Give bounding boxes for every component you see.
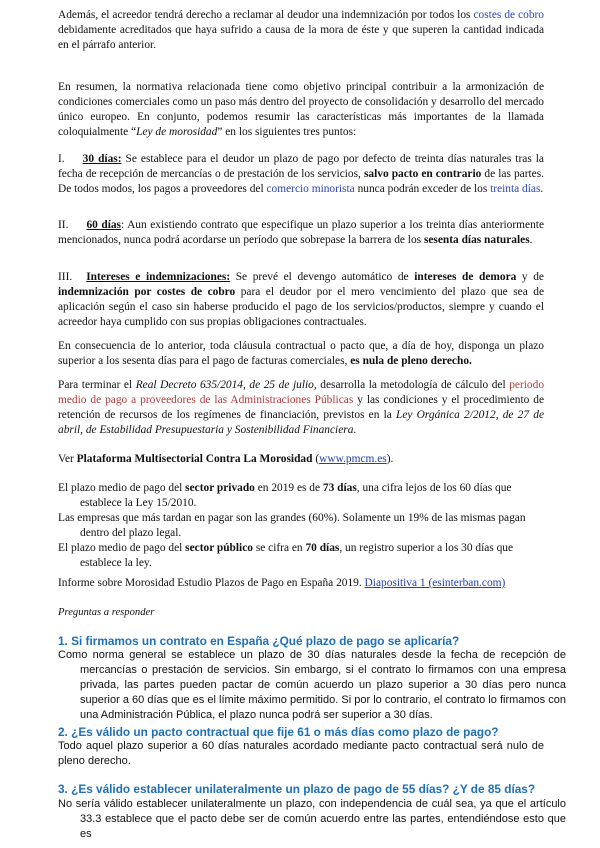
question-2-answer: Todo aquel plazo superior a 60 días naturales acordado mediante pacto contractual será nulo de pleno derecho. [58, 740, 544, 767]
link-pmcm[interactable]: www.pmcm.es [319, 453, 387, 465]
paragraph-informe: Informe sobre Morosidad Estudio Plazos de Pago en España 2019. Diapositiva 1 (esinterban.com) [58, 577, 506, 589]
question-3-answer: No sería válido establecer unilateralmente un plazo, con independencia de cuál sea, ya que el artículo 33.3 establece que el pacto debe ser de común acuerdo entre las partes, entendiéndose esto que es [58, 798, 566, 840]
link-comercio-minorista[interactable]: comercio minorista [266, 183, 355, 195]
question-2-title: 2. ¿Es válido un pacto contractual que fije 61 o más días como plazo de pago? [58, 725, 499, 739]
stat-sector-publico: El plazo medio de pago del sector público se cifra en 70 días, un registro superior a los 30 días que establece la ley. [58, 542, 514, 569]
paragraph-consecuencia: En consecuencia de lo anterior, toda cláusula contractual o pacto que, a día de hoy, disponga un plazo superior a los sesenta días para el pago de facturas comerciales, es nula de pleno derecho. [58, 340, 544, 367]
paragraph-intro: Además, el acreedor tendrá derecho a reclamar al deudor una indemnización por todos los costes de cobro debidamente acreditados que haya sufrido a causa de la mora de éste y que superen la cantidad indicada en el párrafo anterior. [58, 9, 545, 51]
stat-sector-privado: El plazo medio de pago del sector privado en 2019 es de 73 días, una cifra lejos de los 60 días que establece la Ley 15/2010. [58, 482, 512, 509]
preguntas-label: Preguntas a responder [58, 607, 155, 618]
question-1-title: 1. Si firmamos un contrato en España ¿Qué plazo de pago se aplicaría? [58, 634, 460, 648]
point-2-60-dias: II. 60 días: Aun existiendo contrato que especifique un plazo superior a los treinta días anteriormente mencionados, nunca podrá acordarse un período que sobrepase la barrera de los sesenta días naturales. [58, 219, 544, 246]
link-treinta-dias[interactable]: treinta días [490, 183, 541, 195]
question-3-title: 3. ¿Es válido establecer unilateralmente un plazo de pago de 55 días? ¿Y de 85 días? [58, 782, 536, 796]
paragraph-real-decreto: Para terminar el Real Decreto 635/2014, de 25 de julio, desarrolla la metodología de cálculo del periodo medio de pago a proveedores de las Administraciones Públicas y las condiciones y el procedimiento de retención de recursos de los regímenes de financiación, previstos en la Ley Orgánica 2/2012, de 27 de abril, de Estabilidad Presupuestaria y Sostenibilidad Financiera. [58, 379, 545, 436]
point-1-30-dias: I. 30 días: Se establece para el deudor un plazo de pago por defecto de treinta días naturales tras la fecha de recepción de mercancías o de prestación de los servicios, salvo pacto en contrario de las partes. De todos modos, los pagos a proveedores del comercio minorista nunca podrán exceder de los treinta días. [58, 153, 544, 195]
question-1-answer: Como norma general se establece un plazo de 30 días naturales desde la fecha de recepción de mercancías o prestación de servicios. Sin embargo, si el contrato lo firmamos con una empresa privada, las partes pueden pactar de común acuerdo un plazo superior a 30 días pero nunca superior a 60 días que es el límite máximo permitido. Si por lo contrario, el contrato lo firmamos con una Administración Pública, el plazo nunca podrá ser superior a 30 días. [58, 649, 566, 721]
point-3-intereses: III. Intereses e indemnizaciones: Se prevé el devengo automático de intereses de demora y de indemnización por costes de cobro para el deudor por el mero vencimiento del plazo que sea de aplicación según el caso sin haberse producido el pago de los servicios/productos, siempre y cuando el acreedor haya cumplido con sus propias obligaciones contractuales. [58, 271, 544, 328]
link-diapositiva[interactable]: Diapositiva 1 (esinterban.com) [364, 577, 506, 589]
stats-block [58, 481, 544, 571]
link-costes-de-cobro[interactable]: costes de cobro [473, 9, 545, 21]
paragraph-ver-plataforma: Ver Plataforma Multisectorial Contra La Morosidad (www.pmcm.es). [58, 453, 394, 465]
paragraph-resumen: En resumen, la normativa relacionada tiene como objetivo principal contribuir a la armonización de condiciones comerciales como un paso más dentro del proyecto de consolidación y desarrollo del mercado único europeo. En conjunto, podemos resumir las características más importantes de la llamada coloquialmente “Ley de morosidad” en los siguientes tres puntos: [58, 81, 544, 138]
stat-grandes-empresas: Las empresas que más tardan en pagar son las grandes (60%). Solamente un 19% de las mismas pagan dentro del plazo legal. [58, 512, 526, 539]
link-periodo-medio-pago[interactable]: periodo medio de pago a proveedores de las Administraciones Públicas [58, 379, 545, 406]
